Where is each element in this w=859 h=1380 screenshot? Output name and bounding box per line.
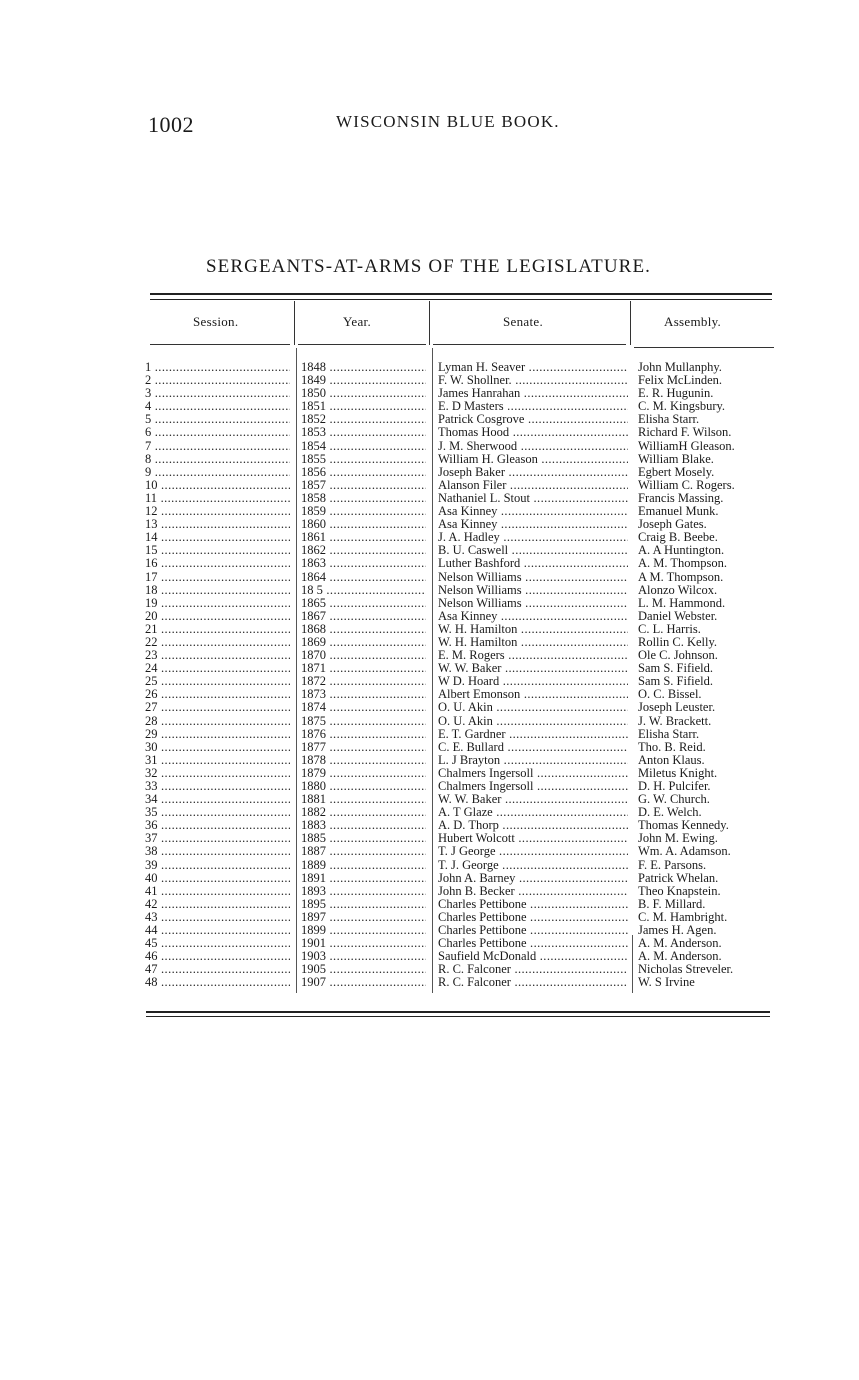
assembly-cell: Joseph Leuster. bbox=[638, 701, 716, 715]
table-row bbox=[0, 361, 859, 374]
assembly-cell: Craig B. Beebe. bbox=[638, 531, 718, 545]
header-divider bbox=[429, 301, 430, 345]
assembly-cell: Nicholas Streveler. bbox=[638, 963, 734, 977]
assembly-cell: Tho. B. Reid. bbox=[638, 740, 706, 754]
session-cell: 30 ..... bbox=[145, 741, 290, 754]
table-row bbox=[0, 741, 859, 754]
senate-cell: Asa Kinney ..... bbox=[438, 505, 628, 518]
senate-cell: John A. Barney ..... bbox=[438, 872, 628, 885]
header-divider bbox=[294, 301, 295, 345]
table-row bbox=[0, 898, 859, 911]
senate-cell: Albert Emonson ..... bbox=[438, 688, 628, 701]
table-row bbox=[0, 780, 859, 793]
session-cell: 12 ..... bbox=[145, 505, 290, 518]
session-cell: 47 ..... bbox=[145, 963, 290, 976]
assembly-cell: D. H. Pulcifer. bbox=[638, 780, 711, 793]
senate-cell: T. J. George ..... bbox=[438, 859, 628, 872]
senate-cell: Nathaniel L. Stout ..... bbox=[438, 492, 628, 505]
year-cell: 1865 ..... bbox=[301, 597, 426, 610]
assembly-cell: James H. Agen. bbox=[638, 924, 717, 938]
year-cell: 1881 ..... bbox=[301, 793, 426, 806]
senate-cell: Chalmers Ingersoll ..... bbox=[438, 767, 628, 780]
session-cell: 22 ..... bbox=[145, 636, 290, 649]
session-cell: 14 ..... bbox=[145, 531, 290, 544]
assembly-cell: Miletus Knight. bbox=[638, 766, 718, 780]
column-header-year: Year. bbox=[343, 314, 371, 329]
session-cell: 25 ..... bbox=[145, 675, 290, 688]
senate-cell: Charles Pettibone ..... bbox=[438, 898, 628, 911]
running-head: WISCONSIN BLUE BOOK. bbox=[336, 112, 560, 131]
assembly-cell: A. A Huntington. bbox=[638, 544, 725, 558]
senate-cell: O. U. Akin ..... bbox=[438, 715, 628, 728]
session-cell: 4 ..... bbox=[145, 400, 290, 413]
senate-cell: C. E. Bullard ..... bbox=[438, 741, 628, 754]
senate-cell: Nelson Williams ..... bbox=[438, 597, 628, 610]
senate-cell: E. D Masters ..... bbox=[438, 400, 628, 413]
senate-cell: J. M. Sherwood ..... bbox=[438, 440, 628, 453]
table-row bbox=[0, 387, 859, 400]
table-row bbox=[0, 505, 859, 518]
table-row bbox=[0, 754, 859, 767]
session-cell: 8 ..... bbox=[145, 453, 290, 466]
table-row bbox=[0, 728, 859, 741]
assembly-cell: W. S Irvine bbox=[638, 976, 695, 990]
session-cell: 34 ..... bbox=[145, 793, 290, 806]
table-row bbox=[0, 531, 859, 544]
assembly-cell: Elisha Starr. bbox=[638, 413, 700, 427]
table-title: SERGEANTS-AT-ARMS OF THE LEGISLATURE. bbox=[206, 256, 652, 277]
table-row bbox=[0, 911, 859, 924]
table-top-rule bbox=[150, 293, 772, 295]
assembly-cell: Sam S. Fifield. bbox=[638, 662, 714, 676]
column-header-assembly: Assembly. bbox=[664, 314, 722, 329]
table-row bbox=[0, 440, 859, 453]
year-cell: 1885 ..... bbox=[301, 832, 426, 845]
year-cell: 1903 ..... bbox=[301, 950, 426, 963]
session-cell: 6 ..... bbox=[145, 426, 290, 439]
assembly-cell: Theo Knapstein. bbox=[638, 884, 721, 898]
year-cell: 1876 ..... bbox=[301, 728, 426, 741]
table-row bbox=[0, 859, 859, 872]
senate-cell: O. U. Akin ..... bbox=[438, 701, 628, 714]
session-cell: 27 ..... bbox=[145, 701, 290, 714]
year-cell: 1858 ..... bbox=[301, 492, 426, 505]
year-cell: 1861 ..... bbox=[301, 531, 426, 544]
year-cell: 1882 ..... bbox=[301, 806, 426, 819]
assembly-cell: A M. Thompson. bbox=[638, 570, 724, 584]
senate-cell: E. T. Gardner ..... bbox=[438, 728, 628, 741]
session-cell: 29 ..... bbox=[145, 728, 290, 741]
session-cell: 7 ..... bbox=[145, 440, 290, 453]
senate-cell: E. M. Rogers ..... bbox=[438, 649, 628, 662]
senate-cell: Thomas Hood ..... bbox=[438, 426, 628, 439]
year-cell: 1851 ..... bbox=[301, 400, 426, 413]
header-underline bbox=[298, 344, 426, 345]
assembly-cell: C. M. Hambright. bbox=[638, 910, 728, 924]
senate-cell: A. T Glaze ..... bbox=[438, 806, 628, 819]
assembly-cell: E. R. Hugunin. bbox=[638, 387, 714, 401]
table-bottom-rule-thin bbox=[146, 1016, 770, 1017]
year-cell: 1897 ..... bbox=[301, 911, 426, 924]
table-row bbox=[0, 688, 859, 701]
table-row bbox=[0, 950, 859, 963]
senate-cell: Hubert Wolcott ..... bbox=[438, 832, 628, 845]
senate-cell: John B. Becker ..... bbox=[438, 885, 628, 898]
senate-cell: Nelson Williams ..... bbox=[438, 584, 628, 597]
table-row bbox=[0, 544, 859, 557]
assembly-cell: Anton Klaus. bbox=[638, 753, 705, 767]
year-cell: 1895 ..... bbox=[301, 898, 426, 911]
assembly-cell: Joseph Gates. bbox=[638, 518, 707, 532]
assembly-cell: Thomas Kennedy. bbox=[638, 819, 729, 833]
assembly-cell: Wm. A. Adamson. bbox=[638, 845, 731, 859]
assembly-cell: J. W. Brackett. bbox=[638, 714, 712, 728]
table-row bbox=[0, 610, 859, 623]
senate-cell: R. C. Falconer ..... bbox=[438, 976, 628, 989]
year-cell: 1860 ..... bbox=[301, 518, 426, 531]
column-header-session: Session. bbox=[193, 314, 239, 329]
year-cell: 1899 ..... bbox=[301, 924, 426, 937]
table-row bbox=[0, 675, 859, 688]
header-underline bbox=[634, 347, 774, 348]
table-row bbox=[0, 885, 859, 898]
year-cell: 1880 ..... bbox=[301, 780, 426, 793]
session-cell: 38 ..... bbox=[145, 845, 290, 858]
year-cell: 1863 ..... bbox=[301, 557, 426, 570]
table-row bbox=[0, 819, 859, 832]
session-cell: 18 ..... bbox=[145, 584, 290, 597]
table-row bbox=[0, 571, 859, 584]
year-cell: 1877 ..... bbox=[301, 741, 426, 754]
senate-cell: W. W. Baker ..... bbox=[438, 793, 628, 806]
year-cell: 1853 ..... bbox=[301, 426, 426, 439]
year-cell: 1856 ..... bbox=[301, 466, 426, 479]
session-cell: 16 ..... bbox=[145, 557, 290, 570]
session-cell: 45 ..... bbox=[145, 937, 290, 950]
year-cell: 1868 ..... bbox=[301, 623, 426, 636]
session-cell: 21 ..... bbox=[145, 623, 290, 636]
table-top-rule-thin bbox=[150, 299, 772, 300]
senate-cell: W. H. Hamilton ..... bbox=[438, 636, 628, 649]
session-cell: 17 ..... bbox=[145, 571, 290, 584]
year-cell: 1859 ..... bbox=[301, 505, 426, 518]
assembly-cell: C. L. Harris. bbox=[638, 622, 701, 636]
year-cell: 1878 ..... bbox=[301, 754, 426, 767]
assembly-cell: John M. Ewing. bbox=[638, 832, 718, 846]
senate-cell: Charles Pettibone ..... bbox=[438, 924, 628, 937]
assembly-cell: Alonzo Wilcox. bbox=[638, 583, 718, 597]
table-row bbox=[0, 662, 859, 675]
header-divider bbox=[630, 301, 631, 345]
session-cell: 43 ..... bbox=[145, 911, 290, 924]
assembly-cell: Sam S. Fifield. bbox=[638, 675, 714, 689]
table-body bbox=[0, 361, 859, 990]
assembly-cell: Egbert Mosely. bbox=[638, 465, 715, 479]
year-cell: 1901 ..... bbox=[301, 937, 426, 950]
year-cell: 1874 ..... bbox=[301, 701, 426, 714]
assembly-cell: Felix McLinden. bbox=[638, 374, 723, 388]
table-row bbox=[0, 832, 859, 845]
assembly-cell: A. M. Thompson. bbox=[638, 557, 728, 571]
year-cell: 1907 ..... bbox=[301, 976, 426, 989]
senate-cell: Patrick Cosgrove ..... bbox=[438, 413, 628, 426]
table-row bbox=[0, 872, 859, 885]
senate-cell: Charles Pettibone ..... bbox=[438, 937, 628, 950]
page-number: 1002 bbox=[148, 112, 194, 137]
assembly-cell: Ole C. Johnson. bbox=[638, 649, 718, 663]
session-cell: 40 ..... bbox=[145, 872, 290, 885]
session-cell: 24 ..... bbox=[145, 662, 290, 675]
assembly-cell: John Mullanphy. bbox=[638, 361, 722, 374]
assembly-cell: Richard F. Wilson. bbox=[638, 426, 732, 440]
session-cell: 9 ..... bbox=[145, 466, 290, 479]
session-cell: 35 ..... bbox=[145, 806, 290, 819]
year-cell: 1867 ..... bbox=[301, 610, 426, 623]
table-row bbox=[0, 701, 859, 714]
table-row bbox=[0, 597, 859, 610]
column-header-senate: Senate. bbox=[503, 314, 544, 329]
table-row bbox=[0, 413, 859, 426]
session-cell: 48 ..... bbox=[145, 976, 290, 989]
year-cell: 1869 ..... bbox=[301, 636, 426, 649]
senate-cell: William H. Gleason ..... bbox=[438, 453, 628, 466]
year-cell: 1871 ..... bbox=[301, 662, 426, 675]
year-cell: 1879 ..... bbox=[301, 767, 426, 780]
table-row bbox=[0, 937, 859, 950]
senate-cell: Lyman H. Seaver ..... bbox=[438, 361, 628, 374]
assembly-cell: Rollin C. Kelly. bbox=[638, 635, 718, 649]
senate-cell: F. W. Shollner. ..... bbox=[438, 374, 628, 387]
session-cell: 2 ..... bbox=[145, 374, 290, 387]
year-cell: 1855 ..... bbox=[301, 453, 426, 466]
session-cell: 19 ..... bbox=[145, 597, 290, 610]
senate-cell: Joseph Baker ..... bbox=[438, 466, 628, 479]
senate-cell: L. J Brayton ..... bbox=[438, 754, 628, 767]
assembly-cell: A. M. Anderson. bbox=[638, 937, 722, 951]
assembly-cell: L. M. Hammond. bbox=[638, 596, 726, 610]
header-underline bbox=[150, 344, 290, 345]
table-row bbox=[0, 806, 859, 819]
table-row bbox=[0, 557, 859, 570]
table-row bbox=[0, 453, 859, 466]
year-cell: 1849 ..... bbox=[301, 374, 426, 387]
year-cell: 1864 ..... bbox=[301, 571, 426, 584]
senate-cell: Nelson Williams ..... bbox=[438, 571, 628, 584]
senate-cell: James Hanrahan ..... bbox=[438, 387, 628, 400]
header-underline bbox=[433, 344, 626, 345]
year-cell: 1873 ..... bbox=[301, 688, 426, 701]
year-cell: 1850 ..... bbox=[301, 387, 426, 400]
session-cell: 28 ..... bbox=[145, 715, 290, 728]
assembly-cell: D. E. Welch. bbox=[638, 806, 702, 820]
table-row bbox=[0, 963, 859, 976]
year-cell: 1848 ..... bbox=[301, 361, 426, 374]
senate-cell: W D. Hoard ..... bbox=[438, 675, 628, 688]
assembly-cell: C. M. Kingsbury. bbox=[638, 400, 726, 414]
session-cell: 44 ..... bbox=[145, 924, 290, 937]
year-cell: 1857 ..... bbox=[301, 479, 426, 492]
session-cell: 15 ..... bbox=[145, 544, 290, 557]
assembly-cell: WilliamH Gleason. bbox=[638, 439, 735, 453]
senate-cell: A. D. Thorp ..... bbox=[438, 819, 628, 832]
session-cell: 3 ..... bbox=[145, 387, 290, 400]
table-row bbox=[0, 793, 859, 806]
table-row bbox=[0, 426, 859, 439]
senate-cell: Asa Kinney ..... bbox=[438, 518, 628, 531]
session-cell: 42 ..... bbox=[145, 898, 290, 911]
assembly-cell: G. W. Church. bbox=[638, 793, 710, 807]
session-cell: 39 ..... bbox=[145, 859, 290, 872]
assembly-cell: William Blake. bbox=[638, 452, 714, 466]
session-cell: 41 ..... bbox=[145, 885, 290, 898]
session-cell: 26 ..... bbox=[145, 688, 290, 701]
year-cell: 1854 ..... bbox=[301, 440, 426, 453]
table-row bbox=[0, 767, 859, 780]
session-cell: 31 ..... bbox=[145, 754, 290, 767]
table-row bbox=[0, 623, 859, 636]
senate-cell: W. H. Hamilton ..... bbox=[438, 623, 628, 636]
session-cell: 36 ..... bbox=[145, 819, 290, 832]
assembly-cell: Francis Massing. bbox=[638, 491, 724, 505]
year-cell: 1862 ..... bbox=[301, 544, 426, 557]
assembly-cell: Elisha Starr. bbox=[638, 727, 700, 741]
year-cell: 1893 ..... bbox=[301, 885, 426, 898]
year-cell: 1887 ..... bbox=[301, 845, 426, 858]
table-row bbox=[0, 636, 859, 649]
table-row bbox=[0, 479, 859, 492]
assembly-cell: B. F. Millard. bbox=[638, 897, 706, 911]
session-cell: 5 ..... bbox=[145, 413, 290, 426]
year-cell: 1891 ..... bbox=[301, 872, 426, 885]
senate-cell: Luther Bashford ..... bbox=[438, 557, 628, 570]
year-cell: 1905 ..... bbox=[301, 963, 426, 976]
assembly-cell: Patrick Whelan. bbox=[638, 871, 719, 885]
year-cell: 18 5 ..... bbox=[301, 584, 426, 597]
session-cell: 1 ..... bbox=[145, 361, 290, 374]
assembly-cell: F. E. Parsons. bbox=[638, 858, 707, 872]
session-cell: 20 ..... bbox=[145, 610, 290, 623]
table-row bbox=[0, 924, 859, 937]
senate-cell: Charles Pettibone ..... bbox=[438, 911, 628, 924]
senate-cell: T. J George ..... bbox=[438, 845, 628, 858]
senate-cell: Alanson Filer ..... bbox=[438, 479, 628, 492]
assembly-cell: A. M. Anderson. bbox=[638, 950, 722, 964]
table-row bbox=[0, 374, 859, 387]
year-cell: 1875 ..... bbox=[301, 715, 426, 728]
assembly-cell: Emanuel Munk. bbox=[638, 505, 719, 519]
session-cell: 37 ..... bbox=[145, 832, 290, 845]
session-cell: 11 ..... bbox=[145, 492, 290, 505]
session-cell: 10 ..... bbox=[145, 479, 290, 492]
assembly-cell: O. C. Bissel. bbox=[638, 688, 702, 702]
table-row bbox=[0, 649, 859, 662]
table-row bbox=[0, 518, 859, 531]
year-cell: 1872 ..... bbox=[301, 675, 426, 688]
session-cell: 13 ..... bbox=[145, 518, 290, 531]
session-cell: 33 ..... bbox=[145, 780, 290, 793]
table-row bbox=[0, 466, 859, 479]
senate-cell: W. W. Baker ..... bbox=[438, 662, 628, 675]
table-row bbox=[0, 584, 859, 597]
table-row bbox=[0, 715, 859, 728]
table-bottom-rule bbox=[146, 1011, 770, 1013]
year-cell: 1870 ..... bbox=[301, 649, 426, 662]
senate-cell: B. U. Caswell ..... bbox=[438, 544, 628, 557]
senate-cell: Chalmers Ingersoll ..... bbox=[438, 780, 628, 793]
year-cell: 1883 ..... bbox=[301, 819, 426, 832]
session-cell: 32 ..... bbox=[145, 767, 290, 780]
year-cell: 1852 ..... bbox=[301, 413, 426, 426]
senate-cell: R. C. Falconer ..... bbox=[438, 963, 628, 976]
senate-cell: Saufield McDonald ..... bbox=[438, 950, 628, 963]
table-row bbox=[0, 400, 859, 413]
assembly-cell: Daniel Webster. bbox=[638, 609, 718, 623]
table-row bbox=[0, 845, 859, 858]
senate-cell: J. A. Hadley ..... bbox=[438, 531, 628, 544]
table-row bbox=[0, 976, 859, 989]
session-cell: 23 ..... bbox=[145, 649, 290, 662]
session-cell: 46 ..... bbox=[145, 950, 290, 963]
table-row bbox=[0, 492, 859, 505]
year-cell: 1889 ..... bbox=[301, 859, 426, 872]
senate-cell: Asa Kinney ..... bbox=[438, 610, 628, 623]
assembly-cell: William C. Rogers. bbox=[638, 478, 735, 492]
